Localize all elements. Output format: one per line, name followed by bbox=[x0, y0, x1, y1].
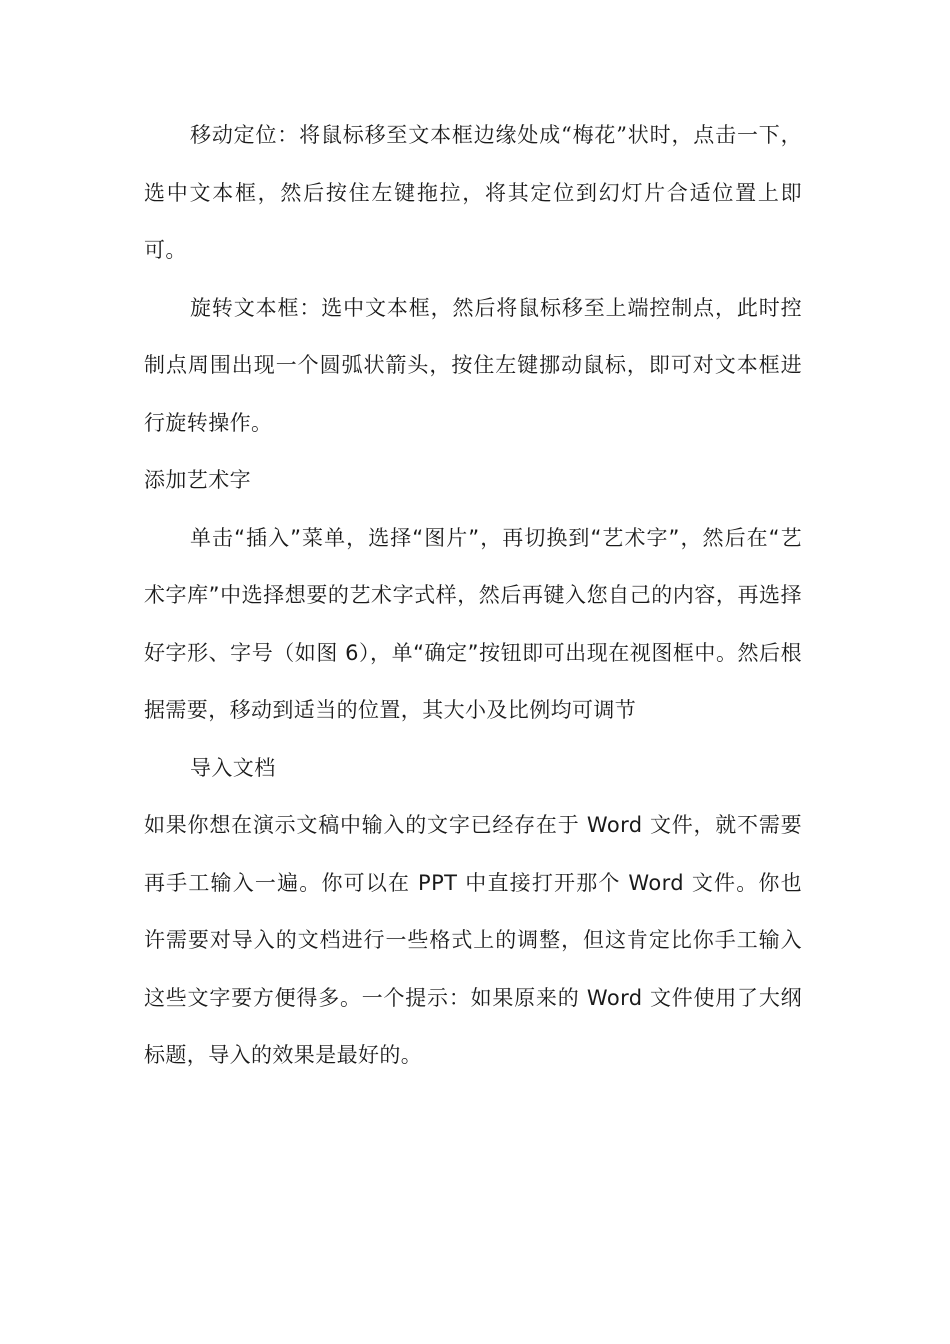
paragraph-import-document: 如果你想在演示文稿中输入的文字已经存在于 Word 文件，就不需要再手工输入一遍。你可以在 PPT 中直接打开那个 Word 文件。你也许需要对导入的文档进行一些格式上的调整，但这肯定比你手工输入这些文字要方便得多。一个提示：如果原来的 Word 文件使用了大纲标题，导入的效果是最好的。 bbox=[144, 813, 802, 1067]
document-body bbox=[144, 107, 802, 1085]
paragraph-rotate-textbox: 旋转文本框：选中文本框，然后将鼠标移至上端控制点，此时控制点周围出现一个圆弧状箭头，按住左键挪动鼠标，即可对文本框进行旋转操作。 bbox=[144, 295, 802, 435]
paragraph-move-positioning: 移动定位：将鼠标移至文本框边缘处成“梅花”状时，点击一下，选中文本框，然后按住左键拖拉，将其定位到幻灯片合适位置上即可。 bbox=[144, 123, 802, 262]
heading-add-wordart: 添加艺术字 bbox=[144, 468, 251, 492]
heading-import-document: 导入文档 bbox=[190, 755, 276, 780]
paragraph-wordart-steps: 单击“插入”菜单，选择“图片”，再切换到“艺术字”，然后在“艺术字库”中选择想要的艺术字式样，然后再键入您自己的内容，再选择好字形、字号（如图 6），单“确定”按钮即可出现在视图框中。然后根据需要，移动到适当的位置，其大小及比例均可调节 bbox=[144, 525, 802, 722]
